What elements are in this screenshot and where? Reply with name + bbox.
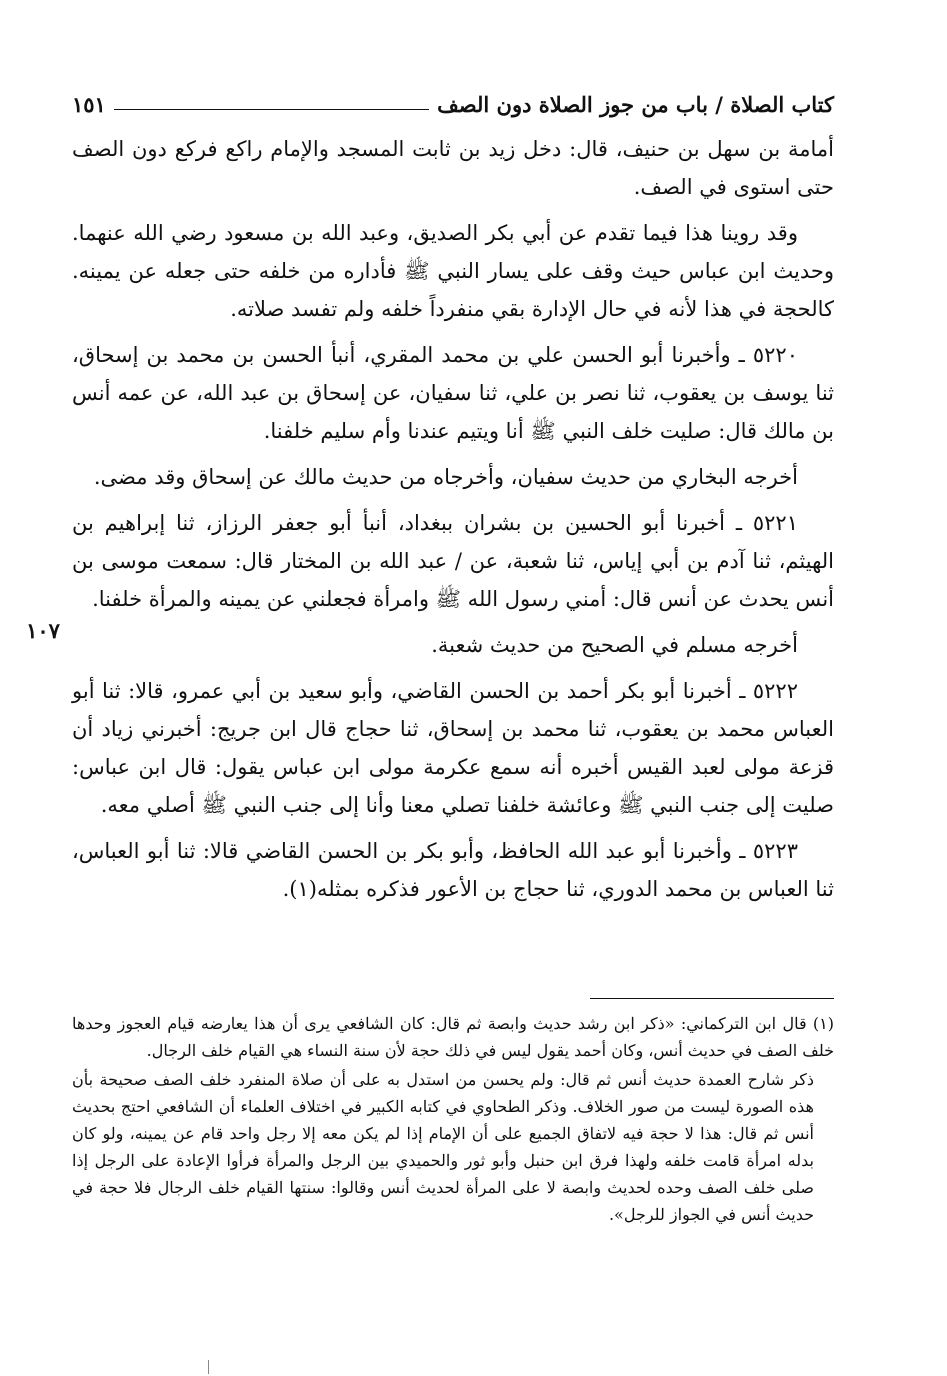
hadith-5221: ٥٢٢١ ـ أخبرنا أبو الحسين بن بشران ببغداد، أنبأ أبو جعفر الرزاز، ثنا إبراهيم بن الهيثم، ثنا آدم بن أبي إياس، ثنا شعبة، عن / عبد الله بن المختار قال: سمعت موسى بن أنس يحدث عن أنس قال: أمني رسول الله ﷺ وامرأة فجعلني عن يمينه والمرأة خلفنا. xyxy=(72,511,834,611)
footnotes xyxy=(72,1010,834,1230)
hadith-5222: ٥٢٢٢ ـ أخبرنا أبو بكر أحمد بن الحسن القاضي، وأبو سعيد بن أبي عمرو، قالا: ثنا أبو العباس محمد بن يعقوب، ثنا محمد بن إسحاق، ثنا حجاج قال ابن جريج: أخبرني زياد أن قزعة مولى لعبد القيس أخبره أنه سمع عكرمة مولى ابن عباس يقول: قال ابن عباس: صليت إلى جنب النبي ﷺ وعائشة خلفنا تصلي معنا وأنا إلى جنب النبي ﷺ أصلي معه. xyxy=(72,679,834,817)
page-number: ١٥١ xyxy=(72,92,106,117)
scan-mark xyxy=(208,1360,209,1374)
footnote-1: (١) قال ابن التركماني: «ذكر ابن رشد حديث وابصة ثم قال: كان الشافعي يرى أن هذا يعارضه قيام العجوز وحدها خلف الصف في حديث أنس، وكان أحمد يقول ليس في ذلك حجة لأن سنة النساء هي القيام خلف الرجال. xyxy=(72,1014,834,1060)
running-header xyxy=(72,82,834,120)
paragraph: أمامة بن سهل بن حنيف، قال: دخل زيد بن ثابت المسجد والإمام راكع فركع دون الصف حتى استوى في الصف. xyxy=(72,137,834,199)
footnote-separator xyxy=(590,998,834,999)
hadith-5220: ٥٢٢٠ ـ وأخبرنا أبو الحسن علي بن محمد المقري، أنبأ الحسن بن محمد بن إسحاق، ثنا يوسف بن يعقوب، ثنا نصر بن علي، ثنا سفيان، عن إسحاق بن عبد الله، عن عمه أنس بن مالك قال: صليت خلف النبي ﷺ أنا ويتيم عندنا وأم سليم خلفنا. xyxy=(72,343,834,443)
hadith-5223: ٥٢٢٣ ـ وأخبرنا أبو عبد الله الحافظ، وأبو بكر بن الحسن القاضي قالا: ثنا أبو العباس، ثنا العباس بن محمد الدوري، ثنا حجاج بن الأعور فذكره بمثله(١). xyxy=(72,839,834,901)
footnote-1-continued: ذكر شارح العمدة حديث أنس ثم قال: ولم يحسن من استدل به على أن صلاة المنفرد خلف الصف صحيحة بأن هذه الصورة ليست من صور الخلاف. وذكر الطحاوي في كتابه الكبير في اختلاف العلماء أن الشافعي احتج بحديث أنس ثم قال: هذا لا حجة فيه لاتفاق الجميع على أن الإمام إذا لم يكن معه إلا رجل واحد قام عن يمينه، ولو كان بدله امرأة قامت خلفه ولهذا فرق ابن حنبل وأبو ثور والحميدي بين الرجل والمرأة فرأوا الإعادة على الرجل إذا صلى خلف الصف وحده لحديث وابصة لا على المرأة لحديث أنس وقالوا: سنتها القيام خلف الرجال فلا حجة في حديث أنس في الجواز للرجل». xyxy=(72,1070,814,1224)
chapter-title: كتاب الصلاة / باب من جوز الصلاة دون الصف xyxy=(437,92,834,117)
paragraph: وقد روينا هذا فيما تقدم عن أبي بكر الصديق، وعبد الله بن مسعود رضي الله عنهما. وحديث ابن عباس حيث وقف على يسار النبي ﷺ فأداره من خلفه حتى جعله عن يمينه. كالحجة في هذا لأنه في حال الإدارة بقي منفرداً خلفه ولم تفسد صلاته. xyxy=(72,221,834,321)
paragraph: أخرجه مسلم في الصحيح من حديث شعبة. xyxy=(431,633,798,657)
paragraph: أخرجه البخاري من حديث سفيان، وأخرجاه من حديث مالك عن إسحاق وقد مضى. xyxy=(93,465,798,489)
header-rule xyxy=(114,109,429,110)
main-text xyxy=(72,130,834,916)
margin-reference-number: ١٠٧ xyxy=(26,618,60,643)
